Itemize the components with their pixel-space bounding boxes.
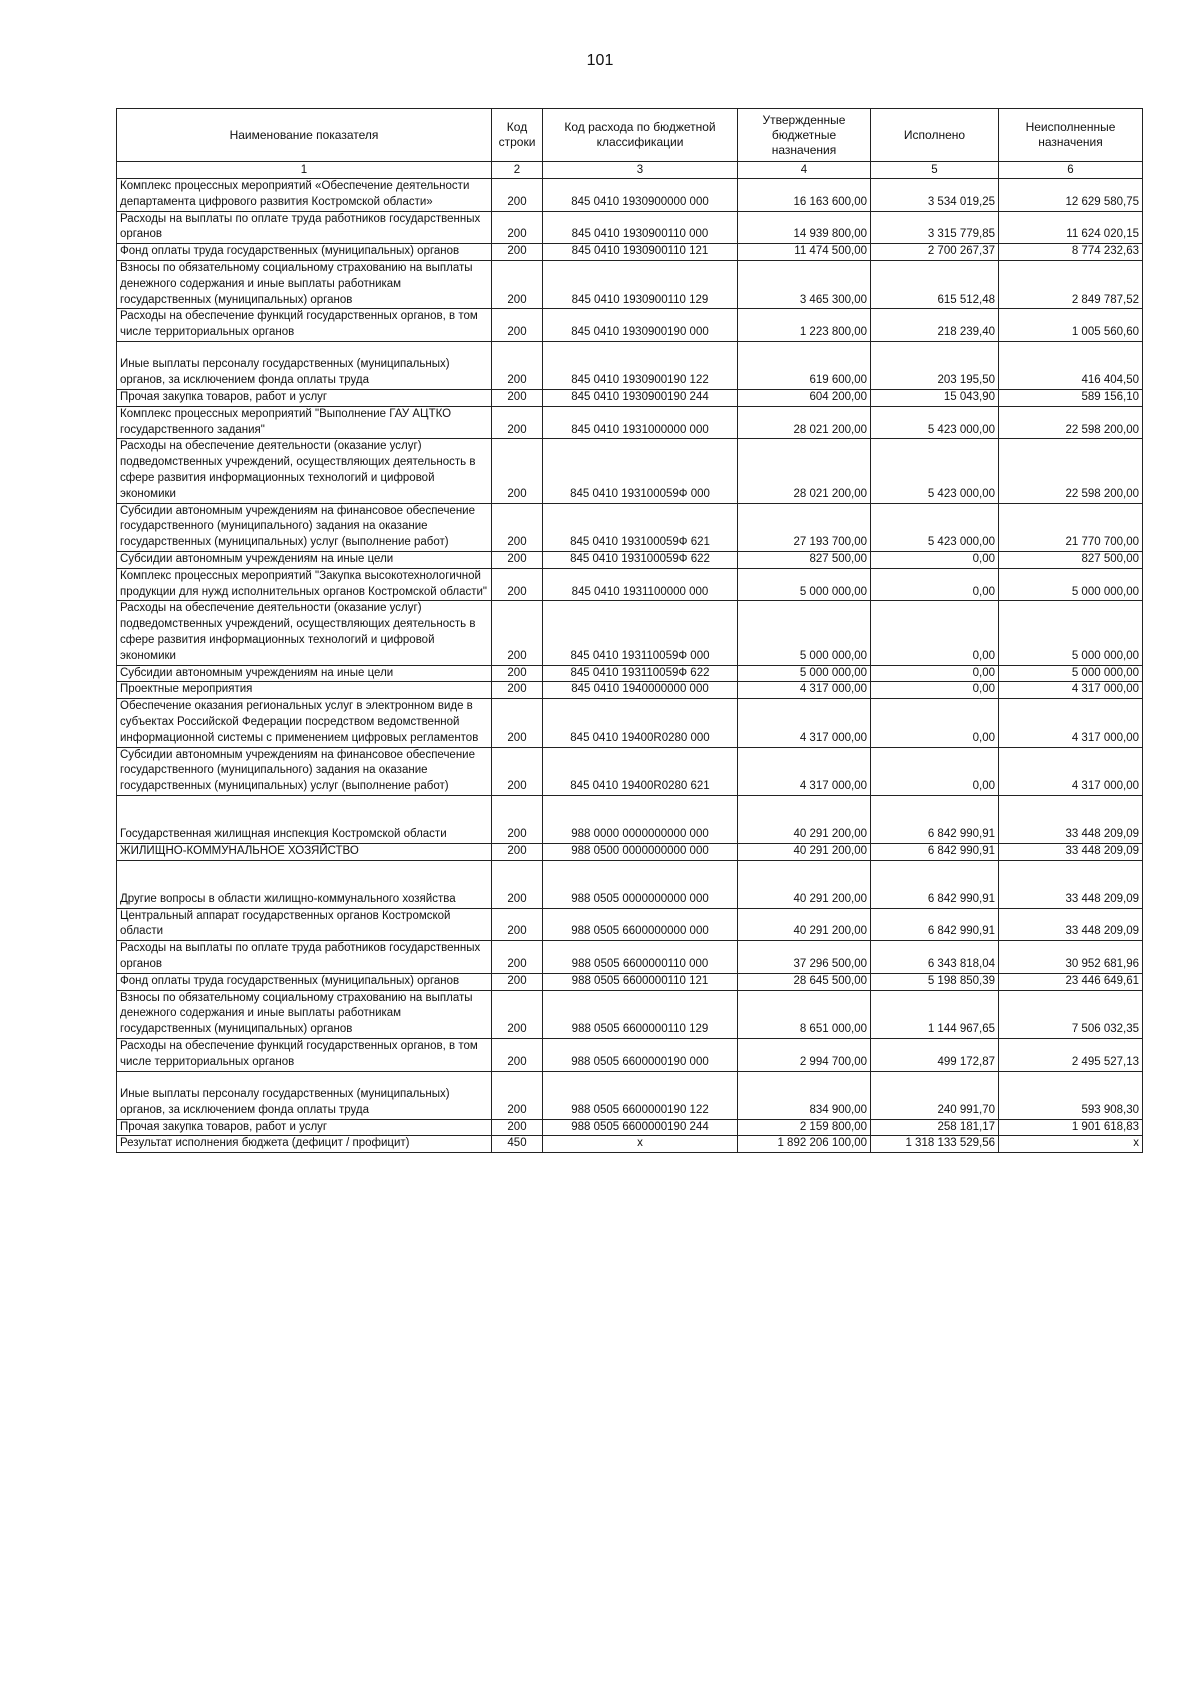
table-row <box>117 682 1143 699</box>
row-executed-amount: 15 043,90 <box>871 389 999 406</box>
row-name: Комплекс процессных мероприятий "Закупка высокотехнологичной продукции для нужд исполнительных органов Костромской области" <box>117 568 492 601</box>
row-executed-amount: 218 239,40 <box>871 309 999 342</box>
row-unexecuted-amount: 33 448 209,09 <box>999 843 1143 860</box>
row-line-code: 200 <box>492 908 543 941</box>
row-line-code: 200 <box>492 990 543 1038</box>
row-approved-amount: 2 994 700,00 <box>738 1039 871 1072</box>
header-executed: Исполнено <box>871 109 999 162</box>
row-name: Расходы на выплаты по оплате труда работников государственных органов <box>117 941 492 974</box>
row-line-code: 200 <box>492 699 543 747</box>
row-unexecuted-amount: 12 629 580,75 <box>999 179 1143 212</box>
row-line-code: 200 <box>492 973 543 990</box>
row-unexecuted-amount: 4 317 000,00 <box>999 699 1143 747</box>
row-executed-amount: 1 318 133 529,56 <box>871 1136 999 1153</box>
table-row <box>117 503 1143 551</box>
row-approved-amount: 40 291 200,00 <box>738 843 871 860</box>
row-line-code: 200 <box>492 795 543 843</box>
row-unexecuted-amount: 33 448 209,09 <box>999 795 1143 843</box>
row-unexecuted-amount: 4 317 000,00 <box>999 747 1143 795</box>
row-line-code: 200 <box>492 1071 543 1119</box>
row-executed-amount: 5 423 000,00 <box>871 503 999 551</box>
row-name: Прочая закупка товаров, работ и услуг <box>117 1119 492 1136</box>
row-budget-code: 845 0410 1930900110 000 <box>543 211 738 244</box>
row-approved-amount: 28 645 500,00 <box>738 973 871 990</box>
page-number: 101 <box>586 52 614 69</box>
row-approved-amount: 619 600,00 <box>738 341 871 389</box>
table-row <box>117 990 1143 1038</box>
row-name: Комплекс процессных мероприятий «Обеспечение деятельности департамента цифрового развития Костромской области» <box>117 179 492 212</box>
row-executed-amount: 615 512,48 <box>871 260 999 308</box>
row-budget-code: 988 0505 6600000110 129 <box>543 990 738 1038</box>
row-approved-amount: 5 000 000,00 <box>738 665 871 682</box>
row-budget-code: 988 0505 6600000000 000 <box>543 908 738 941</box>
row-executed-amount: 258 181,17 <box>871 1119 999 1136</box>
row-approved-amount: 40 291 200,00 <box>738 860 871 908</box>
table-row <box>117 1039 1143 1072</box>
row-approved-amount: 1 223 800,00 <box>738 309 871 342</box>
row-line-code: 200 <box>492 843 543 860</box>
row-approved-amount: 4 317 000,00 <box>738 699 871 747</box>
row-line-code: 200 <box>492 179 543 212</box>
table-row <box>117 1136 1143 1153</box>
row-budget-code: 988 0505 6600000190 122 <box>543 1071 738 1119</box>
row-approved-amount: 40 291 200,00 <box>738 908 871 941</box>
row-name: Комплекс процессных мероприятий "Выполнение ГАУ АЦТКО государственного задания" <box>117 406 492 439</box>
row-budget-code: 845 0410 19400R0280 000 <box>543 699 738 747</box>
column-number: 2 <box>492 162 543 179</box>
row-executed-amount: 0,00 <box>871 551 999 568</box>
row-unexecuted-amount: 1 901 618,83 <box>999 1119 1143 1136</box>
row-name: Расходы на обеспечение деятельности (оказание услуг) подведомственных учреждений, осуществляющих деятельность в сфере развития информационных технологий и цифровой экономики <box>117 601 492 665</box>
column-number: 6 <box>999 162 1143 179</box>
row-approved-amount: 4 317 000,00 <box>738 747 871 795</box>
row-line-code: 200 <box>492 503 543 551</box>
row-unexecuted-amount: 30 952 681,96 <box>999 941 1143 974</box>
row-unexecuted-amount: 22 598 200,00 <box>999 406 1143 439</box>
row-unexecuted-amount: 2 849 787,52 <box>999 260 1143 308</box>
row-approved-amount: 1 892 206 100,00 <box>738 1136 871 1153</box>
table-row <box>117 439 1143 503</box>
row-approved-amount: 604 200,00 <box>738 389 871 406</box>
row-approved-amount: 2 159 800,00 <box>738 1119 871 1136</box>
row-unexecuted-amount: 5 000 000,00 <box>999 665 1143 682</box>
table-row <box>117 568 1143 601</box>
row-unexecuted-amount: 416 404,50 <box>999 341 1143 389</box>
row-budget-code: 988 0000 0000000000 000 <box>543 795 738 843</box>
row-name: Фонд оплаты труда государственных (муниципальных) органов <box>117 244 492 261</box>
row-line-code: 200 <box>492 1039 543 1072</box>
row-approved-amount: 827 500,00 <box>738 551 871 568</box>
row-executed-amount: 5 423 000,00 <box>871 406 999 439</box>
row-approved-amount: 5 000 000,00 <box>738 601 871 665</box>
row-line-code: 200 <box>492 406 543 439</box>
row-line-code: 200 <box>492 665 543 682</box>
row-executed-amount: 0,00 <box>871 682 999 699</box>
row-executed-amount: 3 534 019,25 <box>871 179 999 212</box>
table-row <box>117 341 1143 389</box>
row-executed-amount: 6 842 990,91 <box>871 860 999 908</box>
row-name: Центральный аппарат государственных органов Костромской области <box>117 908 492 941</box>
row-line-code: 200 <box>492 439 543 503</box>
row-name: Иные выплаты персоналу государственных (муниципальных) органов, за исключением фонда оплаты труда <box>117 341 492 389</box>
row-executed-amount: 0,00 <box>871 747 999 795</box>
row-unexecuted-amount: 7 506 032,35 <box>999 990 1143 1038</box>
row-budget-code: 845 0410 1931000000 000 <box>543 406 738 439</box>
row-line-code: 200 <box>492 389 543 406</box>
row-executed-amount: 5 198 850,39 <box>871 973 999 990</box>
row-executed-amount: 5 423 000,00 <box>871 439 999 503</box>
row-approved-amount: 28 021 200,00 <box>738 439 871 503</box>
row-approved-amount: 834 900,00 <box>738 1071 871 1119</box>
row-executed-amount: 2 700 267,37 <box>871 244 999 261</box>
row-unexecuted-amount: x <box>999 1136 1143 1153</box>
column-number-row <box>117 162 1143 179</box>
row-name: Государственная жилищная инспекция Костромской области <box>117 795 492 843</box>
column-number: 1 <box>117 162 492 179</box>
row-line-code: 200 <box>492 568 543 601</box>
table-row <box>117 179 1143 212</box>
row-executed-amount: 240 991,70 <box>871 1071 999 1119</box>
row-name: Субсидии автономным учреждениям на финансовое обеспечение государственного (муниципального) задания на оказание государственных (муниципальных) услуг (выполнение работ) <box>117 747 492 795</box>
row-line-code: 200 <box>492 551 543 568</box>
row-unexecuted-amount: 2 495 527,13 <box>999 1039 1143 1072</box>
row-unexecuted-amount: 5 000 000,00 <box>999 601 1143 665</box>
row-executed-amount: 0,00 <box>871 601 999 665</box>
row-name: Проектные мероприятия <box>117 682 492 699</box>
table-header-row <box>117 109 1143 162</box>
row-executed-amount: 0,00 <box>871 568 999 601</box>
row-line-code: 200 <box>492 260 543 308</box>
table-row <box>117 551 1143 568</box>
row-unexecuted-amount: 827 500,00 <box>999 551 1143 568</box>
table-row <box>117 406 1143 439</box>
row-approved-amount: 28 021 200,00 <box>738 406 871 439</box>
row-name: Обеспечение оказания региональных услуг в электронном виде в субъектах Российской Федерации посредством ведомственной информационной системы с применением цифровых регламентов <box>117 699 492 747</box>
row-executed-amount: 6 343 818,04 <box>871 941 999 974</box>
table-row <box>117 699 1143 747</box>
row-line-code: 200 <box>492 1119 543 1136</box>
row-unexecuted-amount: 8 774 232,63 <box>999 244 1143 261</box>
row-line-code: 200 <box>492 211 543 244</box>
table-row <box>117 973 1143 990</box>
row-executed-amount: 0,00 <box>871 665 999 682</box>
row-unexecuted-amount: 589 156,10 <box>999 389 1143 406</box>
row-budget-code: 988 0500 0000000000 000 <box>543 843 738 860</box>
row-executed-amount: 203 195,50 <box>871 341 999 389</box>
table-row <box>117 1071 1143 1119</box>
row-budget-code: 845 0410 1931100000 000 <box>543 568 738 601</box>
row-unexecuted-amount: 5 000 000,00 <box>999 568 1143 601</box>
column-number: 5 <box>871 162 999 179</box>
header-unexecuted: Неисполненные назначения <box>999 109 1143 162</box>
row-name: Расходы на выплаты по оплате труда работников государственных органов <box>117 211 492 244</box>
row-approved-amount: 5 000 000,00 <box>738 568 871 601</box>
row-unexecuted-amount: 1 005 560,60 <box>999 309 1143 342</box>
row-line-code: 450 <box>492 1136 543 1153</box>
row-name: Взносы по обязательному социальному страхованию на выплаты денежного содержания и иные выплаты работникам государственных (муниципальных) органов <box>117 260 492 308</box>
row-approved-amount: 16 163 600,00 <box>738 179 871 212</box>
row-budget-code: 988 0505 6600000190 000 <box>543 1039 738 1072</box>
row-line-code: 200 <box>492 601 543 665</box>
row-approved-amount: 4 317 000,00 <box>738 682 871 699</box>
row-name: Субсидии автономным учреждениям на иные цели <box>117 551 492 568</box>
row-budget-code: 845 0410 1940000000 000 <box>543 682 738 699</box>
row-unexecuted-amount: 11 624 020,15 <box>999 211 1143 244</box>
budget-execution-table <box>116 108 1143 1153</box>
row-name: Субсидии автономным учреждениям на финансовое обеспечение государственного (муниципального) задания на оказание государственных (муниципальных) услуг (выполнение работ) <box>117 503 492 551</box>
table-row <box>117 747 1143 795</box>
row-budget-code: 845 0410 193110059Ф 622 <box>543 665 738 682</box>
header-approved: Утвержденные бюджетные назначения <box>738 109 871 162</box>
row-line-code: 200 <box>492 309 543 342</box>
row-budget-code: 845 0410 1930900110 129 <box>543 260 738 308</box>
row-budget-code: 845 0410 19400R0280 621 <box>543 747 738 795</box>
row-name: Расходы на обеспечение функций государственных органов, в том числе территориальных органов <box>117 309 492 342</box>
row-unexecuted-amount: 33 448 209,09 <box>999 860 1143 908</box>
table-row <box>117 260 1143 308</box>
row-approved-amount: 14 939 800,00 <box>738 211 871 244</box>
row-name: Расходы на обеспечение деятельности (оказание услуг) подведомственных учреждений, осуществляющих деятельность в сфере развития информационных технологий и цифровой экономики <box>117 439 492 503</box>
row-budget-code: 845 0410 1930900190 000 <box>543 309 738 342</box>
row-name: Иные выплаты персоналу государственных (муниципальных) органов, за исключением фонда оплаты труда <box>117 1071 492 1119</box>
row-name: Расходы на обеспечение функций государственных органов, в том числе территориальных органов <box>117 1039 492 1072</box>
row-unexecuted-amount: 4 317 000,00 <box>999 682 1143 699</box>
table-row <box>117 1119 1143 1136</box>
table-row <box>117 244 1143 261</box>
row-budget-code: 988 0505 6600000110 121 <box>543 973 738 990</box>
row-budget-code: x <box>543 1136 738 1153</box>
row-budget-code: 845 0410 1930900190 244 <box>543 389 738 406</box>
header-line-code: Код строки <box>492 109 543 162</box>
column-number: 4 <box>738 162 871 179</box>
row-executed-amount: 6 842 990,91 <box>871 908 999 941</box>
row-unexecuted-amount: 33 448 209,09 <box>999 908 1143 941</box>
row-approved-amount: 3 465 300,00 <box>738 260 871 308</box>
row-executed-amount: 3 315 779,85 <box>871 211 999 244</box>
row-budget-code: 845 0410 1930900000 000 <box>543 179 738 212</box>
table-row <box>117 309 1143 342</box>
column-number: 3 <box>543 162 738 179</box>
table-row <box>117 795 1143 843</box>
row-line-code: 200 <box>492 860 543 908</box>
row-budget-code: 845 0410 193100059Ф 622 <box>543 551 738 568</box>
row-line-code: 200 <box>492 244 543 261</box>
row-budget-code: 845 0410 1930900190 122 <box>543 341 738 389</box>
table-row <box>117 860 1143 908</box>
row-name: Другие вопросы в области жилищно-коммунального хозяйства <box>117 860 492 908</box>
row-name: ЖИЛИЩНО-КОММУНАЛЬНОЕ ХОЗЯЙСТВО <box>117 843 492 860</box>
table-row <box>117 843 1143 860</box>
row-name: Результат исполнения бюджета (дефицит / профицит) <box>117 1136 492 1153</box>
row-line-code: 200 <box>492 341 543 389</box>
header-name: Наименование показателя <box>117 109 492 162</box>
table-row <box>117 941 1143 974</box>
row-line-code: 200 <box>492 941 543 974</box>
row-approved-amount: 37 296 500,00 <box>738 941 871 974</box>
table-row <box>117 389 1143 406</box>
row-budget-code: 845 0410 193110059Ф 000 <box>543 601 738 665</box>
row-unexecuted-amount: 21 770 700,00 <box>999 503 1143 551</box>
row-name: Взносы по обязательному социальному страхованию на выплаты денежного содержания и иные выплаты работникам государственных (муниципальных) органов <box>117 990 492 1038</box>
row-budget-code: 988 0505 6600000110 000 <box>543 941 738 974</box>
row-name: Субсидии автономным учреждениям на иные цели <box>117 665 492 682</box>
row-approved-amount: 8 651 000,00 <box>738 990 871 1038</box>
row-line-code: 200 <box>492 747 543 795</box>
table-row <box>117 211 1143 244</box>
header-budget-code: Код расхода по бюджетной классификации <box>543 109 738 162</box>
row-executed-amount: 6 842 990,91 <box>871 795 999 843</box>
row-executed-amount: 499 172,87 <box>871 1039 999 1072</box>
row-approved-amount: 11 474 500,00 <box>738 244 871 261</box>
row-unexecuted-amount: 22 598 200,00 <box>999 439 1143 503</box>
row-unexecuted-amount: 593 908,30 <box>999 1071 1143 1119</box>
row-budget-code: 845 0410 1930900110 121 <box>543 244 738 261</box>
row-approved-amount: 40 291 200,00 <box>738 795 871 843</box>
row-executed-amount: 0,00 <box>871 699 999 747</box>
row-budget-code: 988 0505 0000000000 000 <box>543 860 738 908</box>
row-line-code: 200 <box>492 682 543 699</box>
table-row <box>117 601 1143 665</box>
row-approved-amount: 27 193 700,00 <box>738 503 871 551</box>
row-name: Фонд оплаты труда государственных (муниципальных) органов <box>117 973 492 990</box>
table-row <box>117 908 1143 941</box>
row-executed-amount: 6 842 990,91 <box>871 843 999 860</box>
row-name: Прочая закупка товаров, работ и услуг <box>117 389 492 406</box>
row-budget-code: 845 0410 193100059Ф 621 <box>543 503 738 551</box>
row-unexecuted-amount: 23 446 649,61 <box>999 973 1143 990</box>
table-row <box>117 665 1143 682</box>
row-budget-code: 988 0505 6600000190 244 <box>543 1119 738 1136</box>
row-executed-amount: 1 144 967,65 <box>871 990 999 1038</box>
row-budget-code: 845 0410 193100059Ф 000 <box>543 439 738 503</box>
